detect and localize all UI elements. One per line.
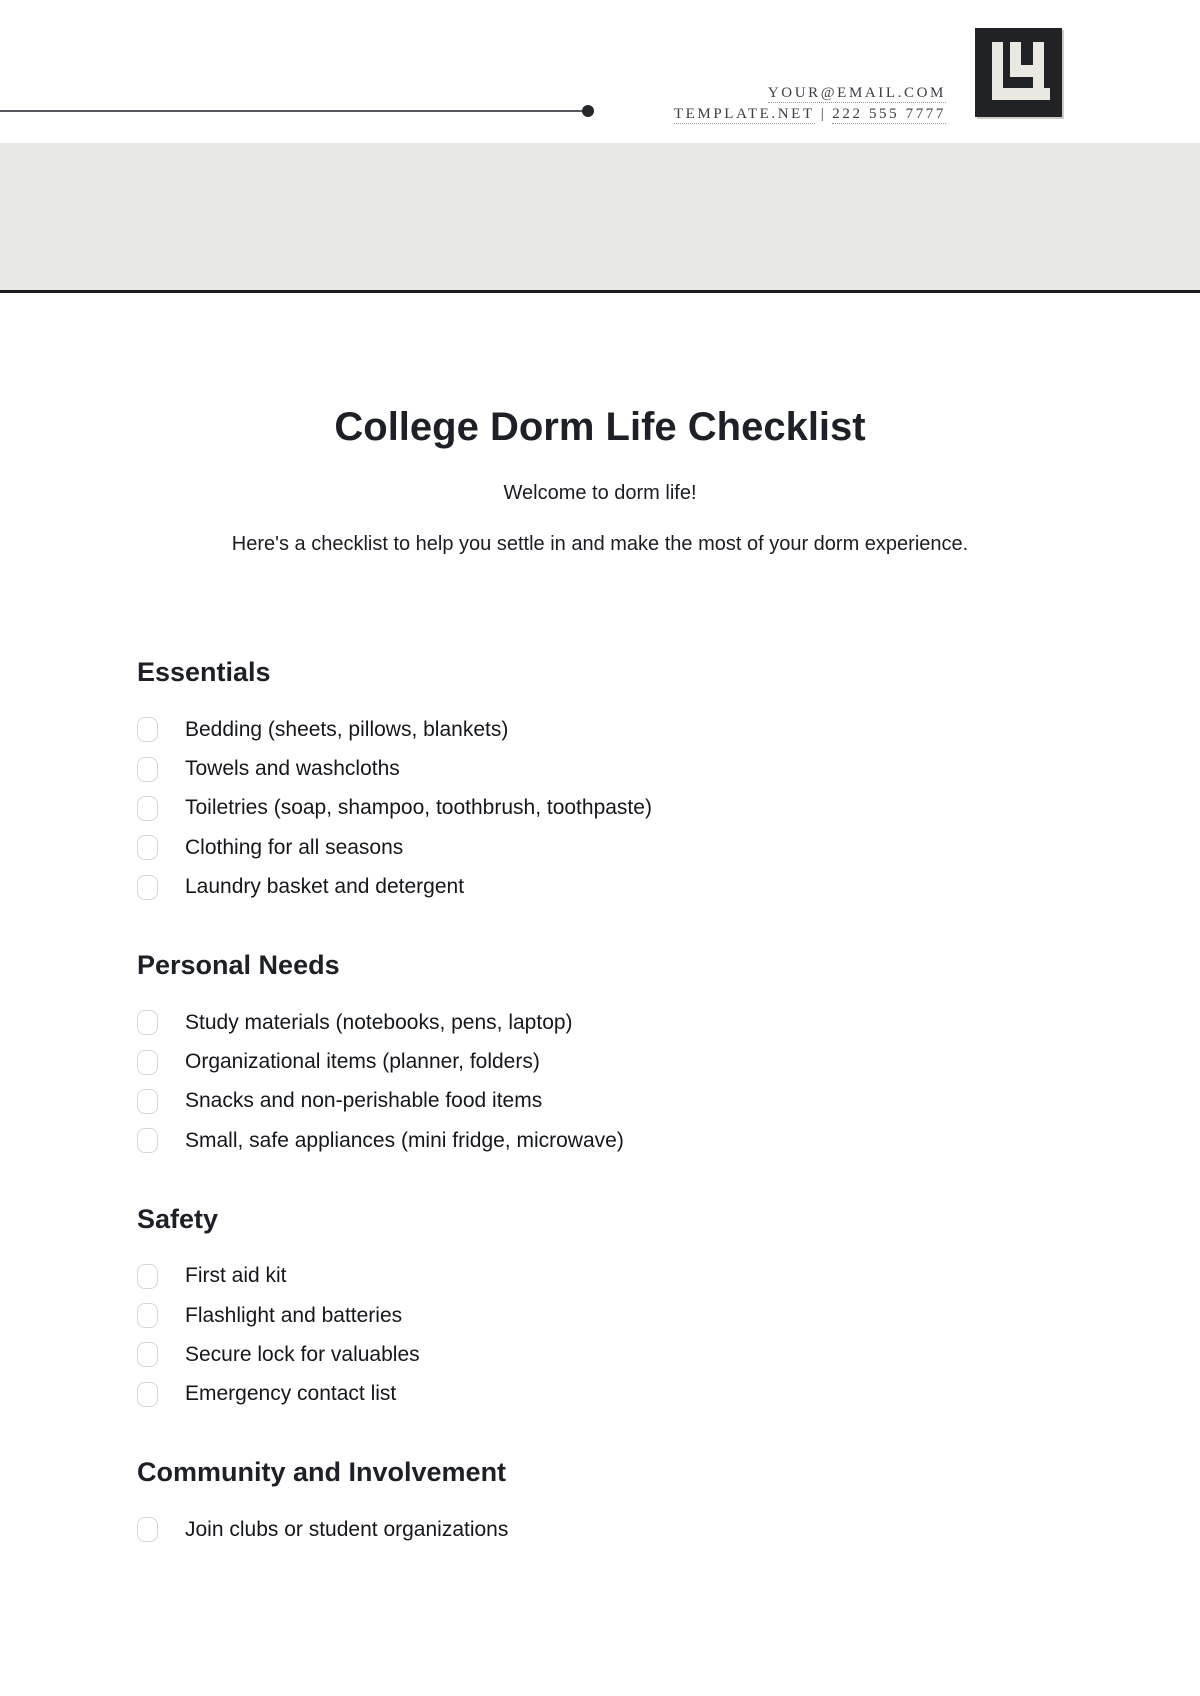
- list-item: [137, 1375, 1140, 1414]
- intro-text: Here's a checklist to help you settle in and make the most of your dorm experience.: [231, 533, 969, 555]
- page-title: College Dorm Life Checklist: [334, 405, 866, 449]
- checkbox[interactable]: [137, 1089, 158, 1114]
- list-item: [137, 1082, 1140, 1121]
- list-item: [137, 1257, 1140, 1296]
- checkbox[interactable]: [137, 1264, 158, 1289]
- separator-bar: |: [820, 106, 827, 122]
- main-content: [0, 293, 1200, 1549]
- item-label: Small, safe appliances (mini fridge, microwave): [185, 1128, 624, 1152]
- checkbox[interactable]: [137, 1010, 158, 1035]
- list-item: [137, 1510, 1140, 1549]
- section-heading: Safety: [137, 1203, 219, 1234]
- welcome-text: Welcome to dorm life!: [503, 482, 697, 504]
- item-label: Organizational items (planner, folders): [185, 1050, 540, 1074]
- item-label: Clothing for all seasons: [185, 835, 404, 859]
- item-label: Snacks and non-perishable food items: [185, 1089, 543, 1113]
- list-item: [137, 1042, 1140, 1081]
- list-item: [137, 1003, 1140, 1042]
- list-item: [137, 828, 1140, 867]
- checkbox[interactable]: [137, 1303, 158, 1328]
- checkbox[interactable]: [137, 1382, 158, 1407]
- list-item: [137, 749, 1140, 788]
- phone-text: 222 555 7777: [832, 106, 946, 122]
- checkbox[interactable]: [137, 1517, 158, 1542]
- item-label: Study materials (notebooks, pens, laptop): [185, 1010, 573, 1034]
- checkbox[interactable]: [137, 717, 158, 742]
- website-text: TEMPLATE.NET: [673, 106, 815, 122]
- list-item: [137, 1296, 1140, 1335]
- section-heading: Personal Needs: [137, 949, 340, 980]
- contact-info: [674, 84, 946, 126]
- item-label: Join clubs or student organizations: [185, 1517, 509, 1541]
- section-safety: [0, 1202, 1200, 1415]
- item-label: Laundry basket and detergent: [185, 875, 465, 899]
- section-heading: Essentials: [137, 657, 271, 687]
- list-item: [137, 868, 1140, 907]
- list-item: [137, 1121, 1140, 1160]
- banner-band: [0, 143, 1200, 293]
- checkbox[interactable]: [137, 796, 158, 821]
- check-list: [137, 1257, 1140, 1415]
- item-label: Toiletries (soap, shampoo, toothbrush, toothpaste): [185, 796, 652, 820]
- list-item: [137, 789, 1140, 828]
- checkbox[interactable]: [137, 1128, 158, 1153]
- list-item: [137, 1335, 1140, 1374]
- header-divider-line: [0, 110, 582, 112]
- item-label: First aid kit: [185, 1264, 287, 1288]
- check-list: [137, 1003, 1140, 1161]
- contact-phone-line: [674, 105, 946, 123]
- list-item: [137, 710, 1140, 749]
- email-text: YOUR@EMAIL.COM: [767, 85, 946, 101]
- section-essentials: [0, 655, 1200, 907]
- item-label: Flashlight and batteries: [185, 1303, 403, 1327]
- item-label: Bedding (sheets, pillows, blankets): [185, 717, 509, 741]
- section-personal-needs: [0, 948, 1200, 1161]
- contact-email-line: [674, 84, 946, 102]
- checkbox[interactable]: [137, 1342, 158, 1367]
- header-divider-dot: [582, 105, 594, 117]
- item-label: Towels and washcloths: [185, 757, 400, 781]
- company-logo-icon: [975, 28, 1062, 117]
- checkbox[interactable]: [137, 757, 158, 782]
- check-list: [137, 1510, 1140, 1549]
- checkbox[interactable]: [137, 875, 158, 900]
- item-label: Secure lock for valuables: [185, 1342, 420, 1366]
- item-label: Emergency contact list: [185, 1382, 397, 1406]
- checkbox[interactable]: [137, 835, 158, 860]
- section-community-involvement: [0, 1455, 1200, 1549]
- check-list: [137, 710, 1140, 907]
- checkbox[interactable]: [137, 1050, 158, 1075]
- section-heading: Community and Involvement: [137, 1457, 507, 1488]
